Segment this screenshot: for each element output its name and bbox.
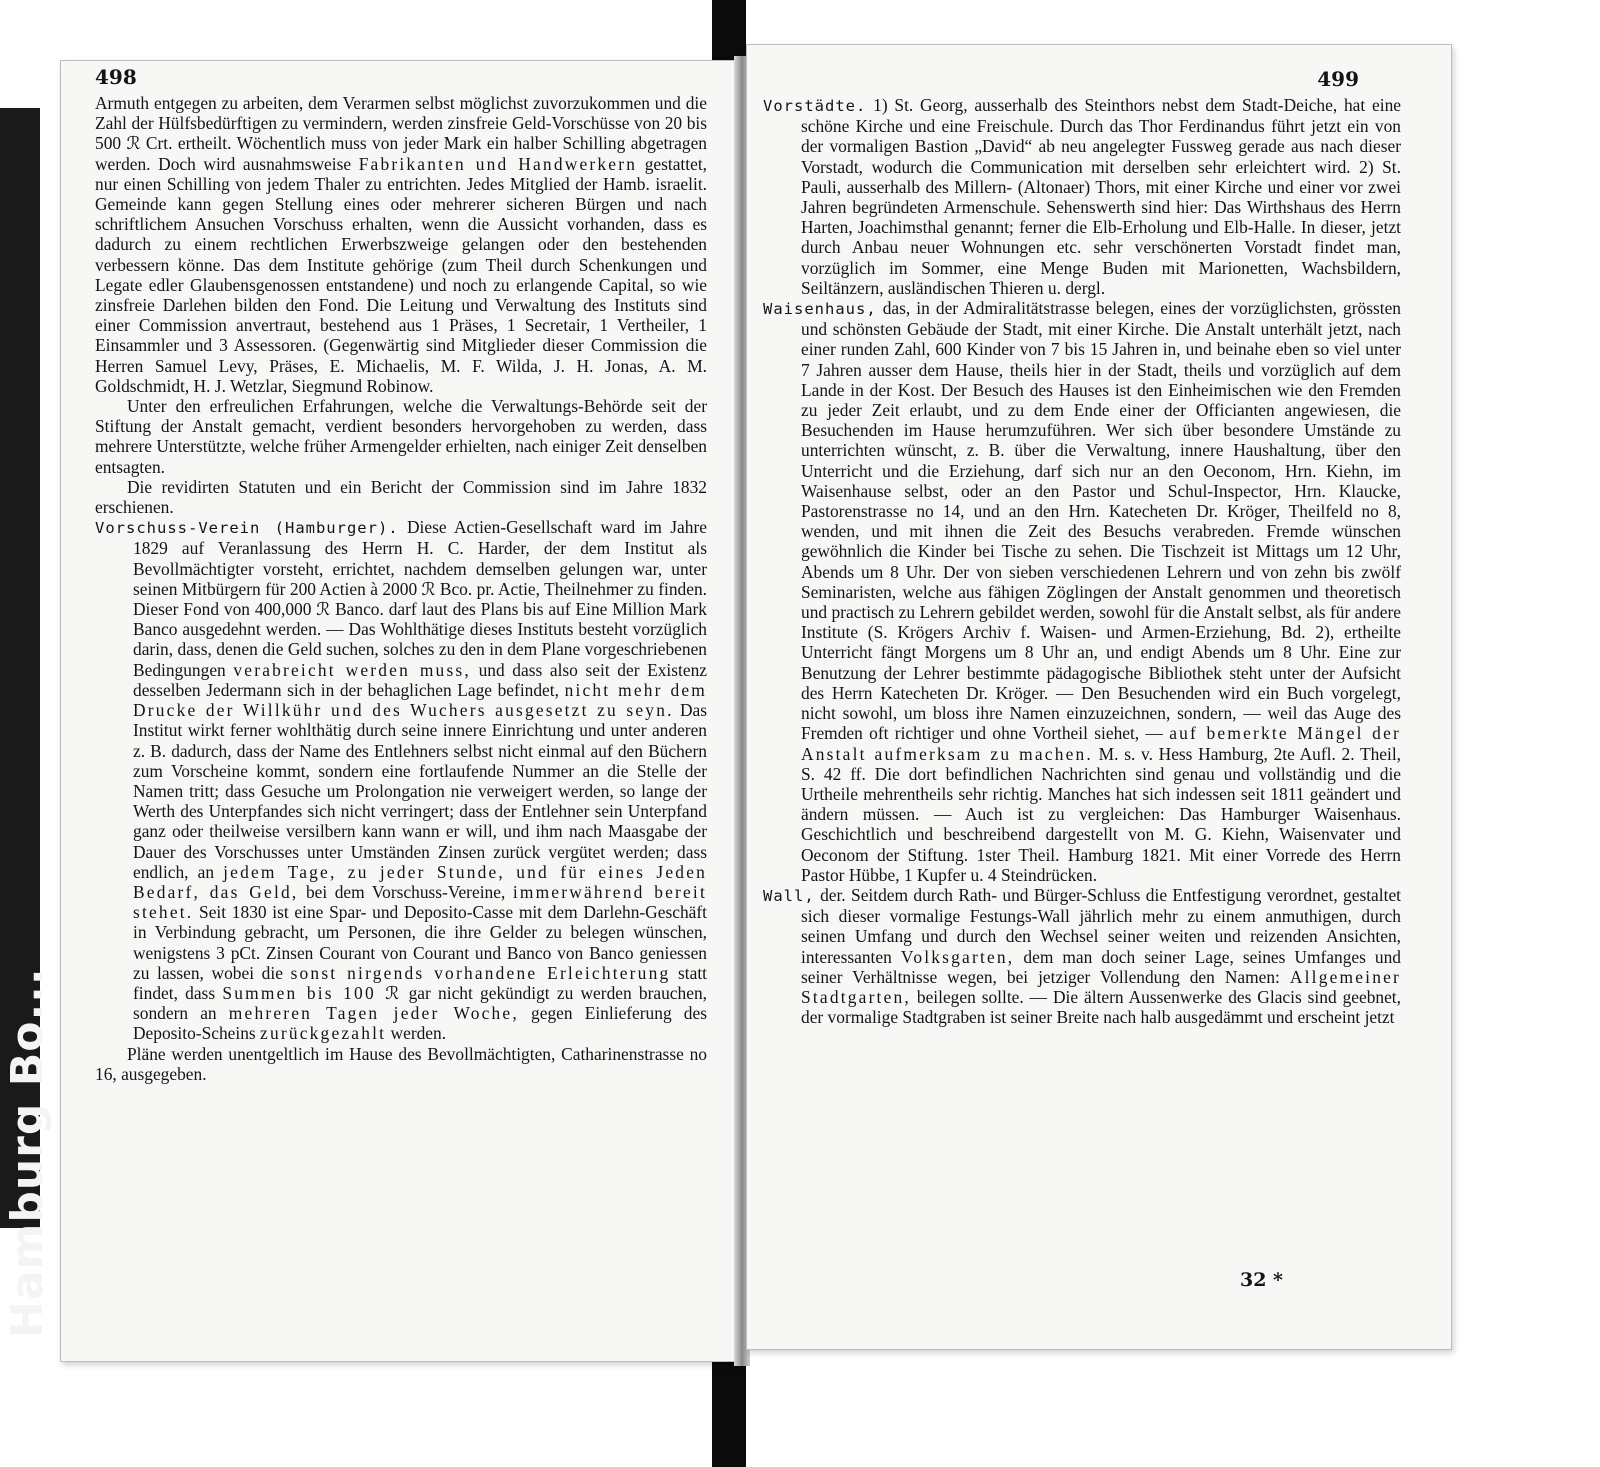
film-strip-top (712, 0, 746, 62)
entry-waisenhaus (763, 298, 1401, 885)
entry-wall (763, 885, 1401, 1027)
text-run: Das Institut wirkt ferner wohlthätig durch seine innere Einrichtung und unter anderen z. B. dadurch, dass der Name des Entlehners selbst nicht einmal auf den Büchern zum Vorscheine kommt, sondern eine fortlaufende Nummer an die Stelle der Namen tritt; dass Gesuche um Prolongation nie verweigert werden, so lange der Werth des Unterpfandes sich nicht verringert; dass der Entlehner sein Unterpfand ganz oder theilweise versilbern kann wann er will, und ihm nach Maasgabe der Dauer des Vorschusses unter Umständen Zinsen zurück vergütet werden; dass endlich, an (133, 700, 707, 882)
left-page-text (95, 93, 707, 1084)
film-strip-left (0, 108, 53, 1338)
text-run: 1) St. Georg, ausserhalb des Steinthors nebst dem Stadt-Deiche, hat eine schöne Kirche und eine Freischule. Durch das Thor Ferdinandus führt jetzt ein von der vormaligen Bastion „David“ ab neu angelegter Fussweg gerade aus nach dieser Vorstadt, wodurch die Communication mit derselben sehr erleichtert wird. 2) St. Pauli, ausserhalb des Millern- (Altonaer) Thors, mit einer Kirche und einer vor zwei Jahren begründeten Armenschule. Sehenswerth sind hier: Das Wirthshaus des Herrn Harten, Joachimsthal genannt; ferner die Elb-Erholung und Elb-Halle. In dieser, jetzt durch Anbau neuer Wohnungen etc. sehr verschönerten Vorstadt findet man, vorzüglich im Sommer, eine Menge Buden mit Marionetten, Wachsbildern, Seiltänzern, ausländischen Thieren u. dergl. (801, 95, 1401, 298)
right-page (746, 44, 1452, 1350)
text-run: das, in der Admiralitätstrasse belegen, eines der vorzüglichsten, grössten und schönsten Gebäude der Stadt, mit einer Kirche. Die Anstalt unterhält jetzt, nach einer runden Zahl, 600 Kinder von 7 bis 15 Jahren in, und beinahe eben so viel unter 7 Jahren ausser dem Hause, theils hier in der Stadt, theils und vorzüglich auf dem Lande in der Kost. Der Besuch des Hauses ist den Einheimischen wie den Fremden zu jeder Zeit erlaubt, und zu dem Ende einer der Officianten angewiesen, die Besuchenden im Hause herumzuführen. Wer sich über besondere Umstände zu unterrichten wünscht, z. B. über die Verwaltung, innere Haushaltung, über den Unterricht und die Erziehung, darf sich nur an den Oeconom, Hrn. Kiehn, im Waisenhause selbst, oder an den Pastor und Schul-Inspector, Hrn. Klaucke, Pastorenstrasse no 14, und an den Hrn. Katecheten Dr. Kröger, Theilfeld no 8, wenden, und mit ihnen die Zeit des Besuchs verabreden. Fremde wünschen gewöhnlich die Kinder bei Tische zu sehen. Die Tischzeit ist Mittags um 12 Uhr, Abends um 8 Uhr. Der von sieben verschiedenen Lehrern und von zehn bis zwölf Seminaristen, welche aus fähigen Zöglingen der Anstalt genommen und theoretisch und practisch zu Lehrern gebildet werden, sowohl für die Anstalt selbst, als für andere Institute (S. Krögers Archiv f. Waisen- und Armen-Erziehung, Bd. 2), ertheilte Unterricht fängt Morgens um 8 Uhr an, und endigt Abends um 8 Uhr. Eine zur Benutzung der Lehrer bestimmte pädagogische Bibliothek steht unter der Aufsicht des Herrn Katecheten Dr. Kröger. — Den Besuchenden wird ein Buch vorgelegt, nicht sowohl, um bloss ihre Namen einzuzeichnen, sondern, — weil das Auge des Fremden oft richtiger und ohne Vortheil siehet, — (801, 298, 1401, 744)
right-page-text (763, 95, 1401, 1027)
entry-vorstaedte (763, 95, 1401, 298)
page-number-right: 499 (1317, 67, 1359, 91)
text-run: werden. (390, 1023, 447, 1044)
text-run: M. s. v. Hess Hamburg, 2te Aufl. 2. Theil, S. 42 ff. Die dort befindlichen Nachrichten sind genau und vollständig und die Urtheile mehrentheils sehr richtig. Manches hat sich indessen seit 1811 geändert und ändern müssen. — Auch ist zu vergleichen: Das Hamburger Waisenhaus. Geschichtlich und beschreibend dargestellt von M. G. Kiehn, Waisenvater und Oeconom der Stiftung. 1ster Theil. Hamburg 1821. Mit einer Vorrede des Herrn Pastor Hübbe, 1 Kupfer u. 4 Steindrücken. (801, 743, 1401, 885)
spaced-text: nicht mehr dem Drucke der Willkühr und des Wuchers ausgesetzt zu seyn. (133, 679, 707, 721)
spaced-text: verabreicht werden muss, (233, 659, 471, 680)
left-page (60, 60, 738, 1362)
entry-vorschuss-verein (95, 517, 707, 1043)
paragraph: Pläne werden unentgeltlich im Hause des Bevollmächtigten, Catharinenstrasse no 16, ausgegeben. (95, 1043, 707, 1084)
text-run: Diese Actien-Gesellschaft ward im Jahre 1829 auf Veranlassung des Herrn H. C. Harder, der dem Institut als Bevollmächtigter vorsteht, errichtet, nachdem demselben gelungen war, unter seinen Mitbürgern für 200 Actien à 2000 ℛ Bco. pr. Actie, Theilnehmer zu finden. Dieser Fond von 400,000 ℛ Banco. darf laut des Plans bis auf Eine Million Mark Banco ausgedehnt werden. — Das Wohlthätige dieses Instituts besteht vorzüglich darin, dass, denen die Geld suchen, solches zu den in dem Plane vorgeschriebenen Bedingungen (133, 517, 707, 680)
text-run: Armuth entgegen zu arbeiten, dem Verarmen selbst möglichst zuvorzukommen und die Zahl der Hülfsbedürftigen zu vermindern, werden zinsfreie Geld-Vorschüsse von 20 bis 500 ℛ Crt. ertheilt. Wöchentlich muss von jeder Mark ein halber Schilling abgetragen werden. Doch wird ausnahmsweise (95, 93, 707, 174)
text-run: beilegen sollte. — Die ältern Aussenwerke des Glacis sind geebnet, der vormalige Stadtgraben ist seiner Breite nach halb ausgedämmt und erscheint jetzt (801, 986, 1401, 1028)
entry-headword: Vorschuss-Verein (Hamburger). (95, 519, 399, 538)
spaced-text: Summen bis 100 ℛ (222, 982, 402, 1003)
spaced-text: sonst nirgends vorhandene Erleichterung (290, 962, 671, 983)
spaced-text: jedem Tage, zu jeder Stunde, und für eines Jeden Bedarf, das Geld, (133, 861, 708, 902)
text-run: bei dem Vorschuss-Vereine, (305, 881, 506, 902)
page-number-left: 498 (95, 65, 137, 89)
text-run: dem man doch seiner Lage, seines Umfanges und seiner Verhältnisse wegen, bei jetziger Vollendung den Namen: (801, 946, 1402, 987)
spaced-text: Fabrikanten und Handwerkern (358, 153, 638, 174)
text-run: gegen Einlieferung des Deposito-Scheins (133, 1003, 707, 1044)
text-run: der. Seitdem durch Rath- und Bürger-Schluss die Entfestigung verordnet, gestaltet sich dieser vormalige Festungs-Wall jährlich mehr zu einem anmuthigen, durch seinen Umfang und durch den Wechsel seiner weiten und reizenden Ansichten, interessanten (801, 884, 1401, 967)
side-tab-label: Hamburg Bo... (2, 967, 53, 1338)
text-run: Seit 1830 ist eine Spar- und Deposito-Casse mit dem Darlehn-Geschäft in Verbindung gebracht, um Personen, die ihre Gelder zu belegen wünschen, wenigstens 3 pCt. Zinsen Courant von Courant und Banco von Banco geniessen zu lassen, wobei die (133, 902, 707, 983)
entry-headword: Vorstädte. (763, 97, 867, 115)
spaced-text: zurückgezahlt (260, 1023, 387, 1044)
spaced-text: Allgemeiner Stadtgarten, (801, 966, 1401, 1007)
spaced-text: Volksgarten, (900, 946, 1015, 967)
entry-headword: Waisenhaus, (763, 300, 877, 319)
spaced-text: mehreren Tagen jeder Woche, (228, 1003, 519, 1024)
entry-headword: Wall, (763, 886, 815, 905)
paragraph: Unter den erfreulichen Erfahrungen, welche die Verwaltungs-Behörde seit der Stiftung der Anstalt gemacht, verdient besonders hervorgehoben zu werden, dass mehrere Unterstützte, welche früher Armengelder erhielten, nach einiger Zeit denselben entsagten. (95, 396, 707, 477)
signature-mark: 32 * (1240, 1269, 1283, 1291)
spaced-text: auf bemerkte Mängel der Anstalt aufmerksam zu machen. (801, 723, 1401, 764)
paragraph: Die revidirten Statuten und ein Bericht der Commission sind im Jahre 1832 erschienen. (95, 476, 707, 518)
spaced-text: immerwährend bereit stehet. (133, 881, 707, 923)
text-run: gestattet, nur einen Schilling von jedem Thaler zu entrichten. Jedes Mitglied der Hamb. israelit. Gemeinde kann gegen Stellung eines oder mehrerer sicheren Bürgen und nach schriftlichem Ansuchen Vorschuss erhalten, wenn die Aussicht vorhanden, dass es dadurch zu einem rechtlichen Erwerbszweige gelangen oder den bestehenden verbessern könne. Das dem Institute gehörige (zum Theil durch Schenkungen und Legate edler Glaubensgenossen entstandene) und noch zu erlangende Capital, so wie zinsfreie Darlehen bilden den Fond. Die Leitung und Verwaltung des Instituts sind einer Commission anvertraut, bestehend aus 1 Präses, 1 Secretair, 1 Vertheiler, 1 Einsammler und 3 Assessoren. (Gegenwärtig sind Mitglieder dieser Commission die Herren Samuel Levy, Präses, E. Michaelis, M. F. Wilda, J. H. Jonas, A. M. Goldschmidt, H. J. Wetzlar, Siegmund Robinow. (95, 153, 707, 396)
paragraph (95, 93, 707, 396)
text-run: gar nicht gekündigt zu werden brauchen, sondern an (133, 982, 707, 1024)
text-run: und dass also seit der Existenz desselben Jedermann sich in der behaglichen Lage befindet, (133, 659, 707, 700)
text-run: statt findet, dass (133, 962, 707, 1003)
